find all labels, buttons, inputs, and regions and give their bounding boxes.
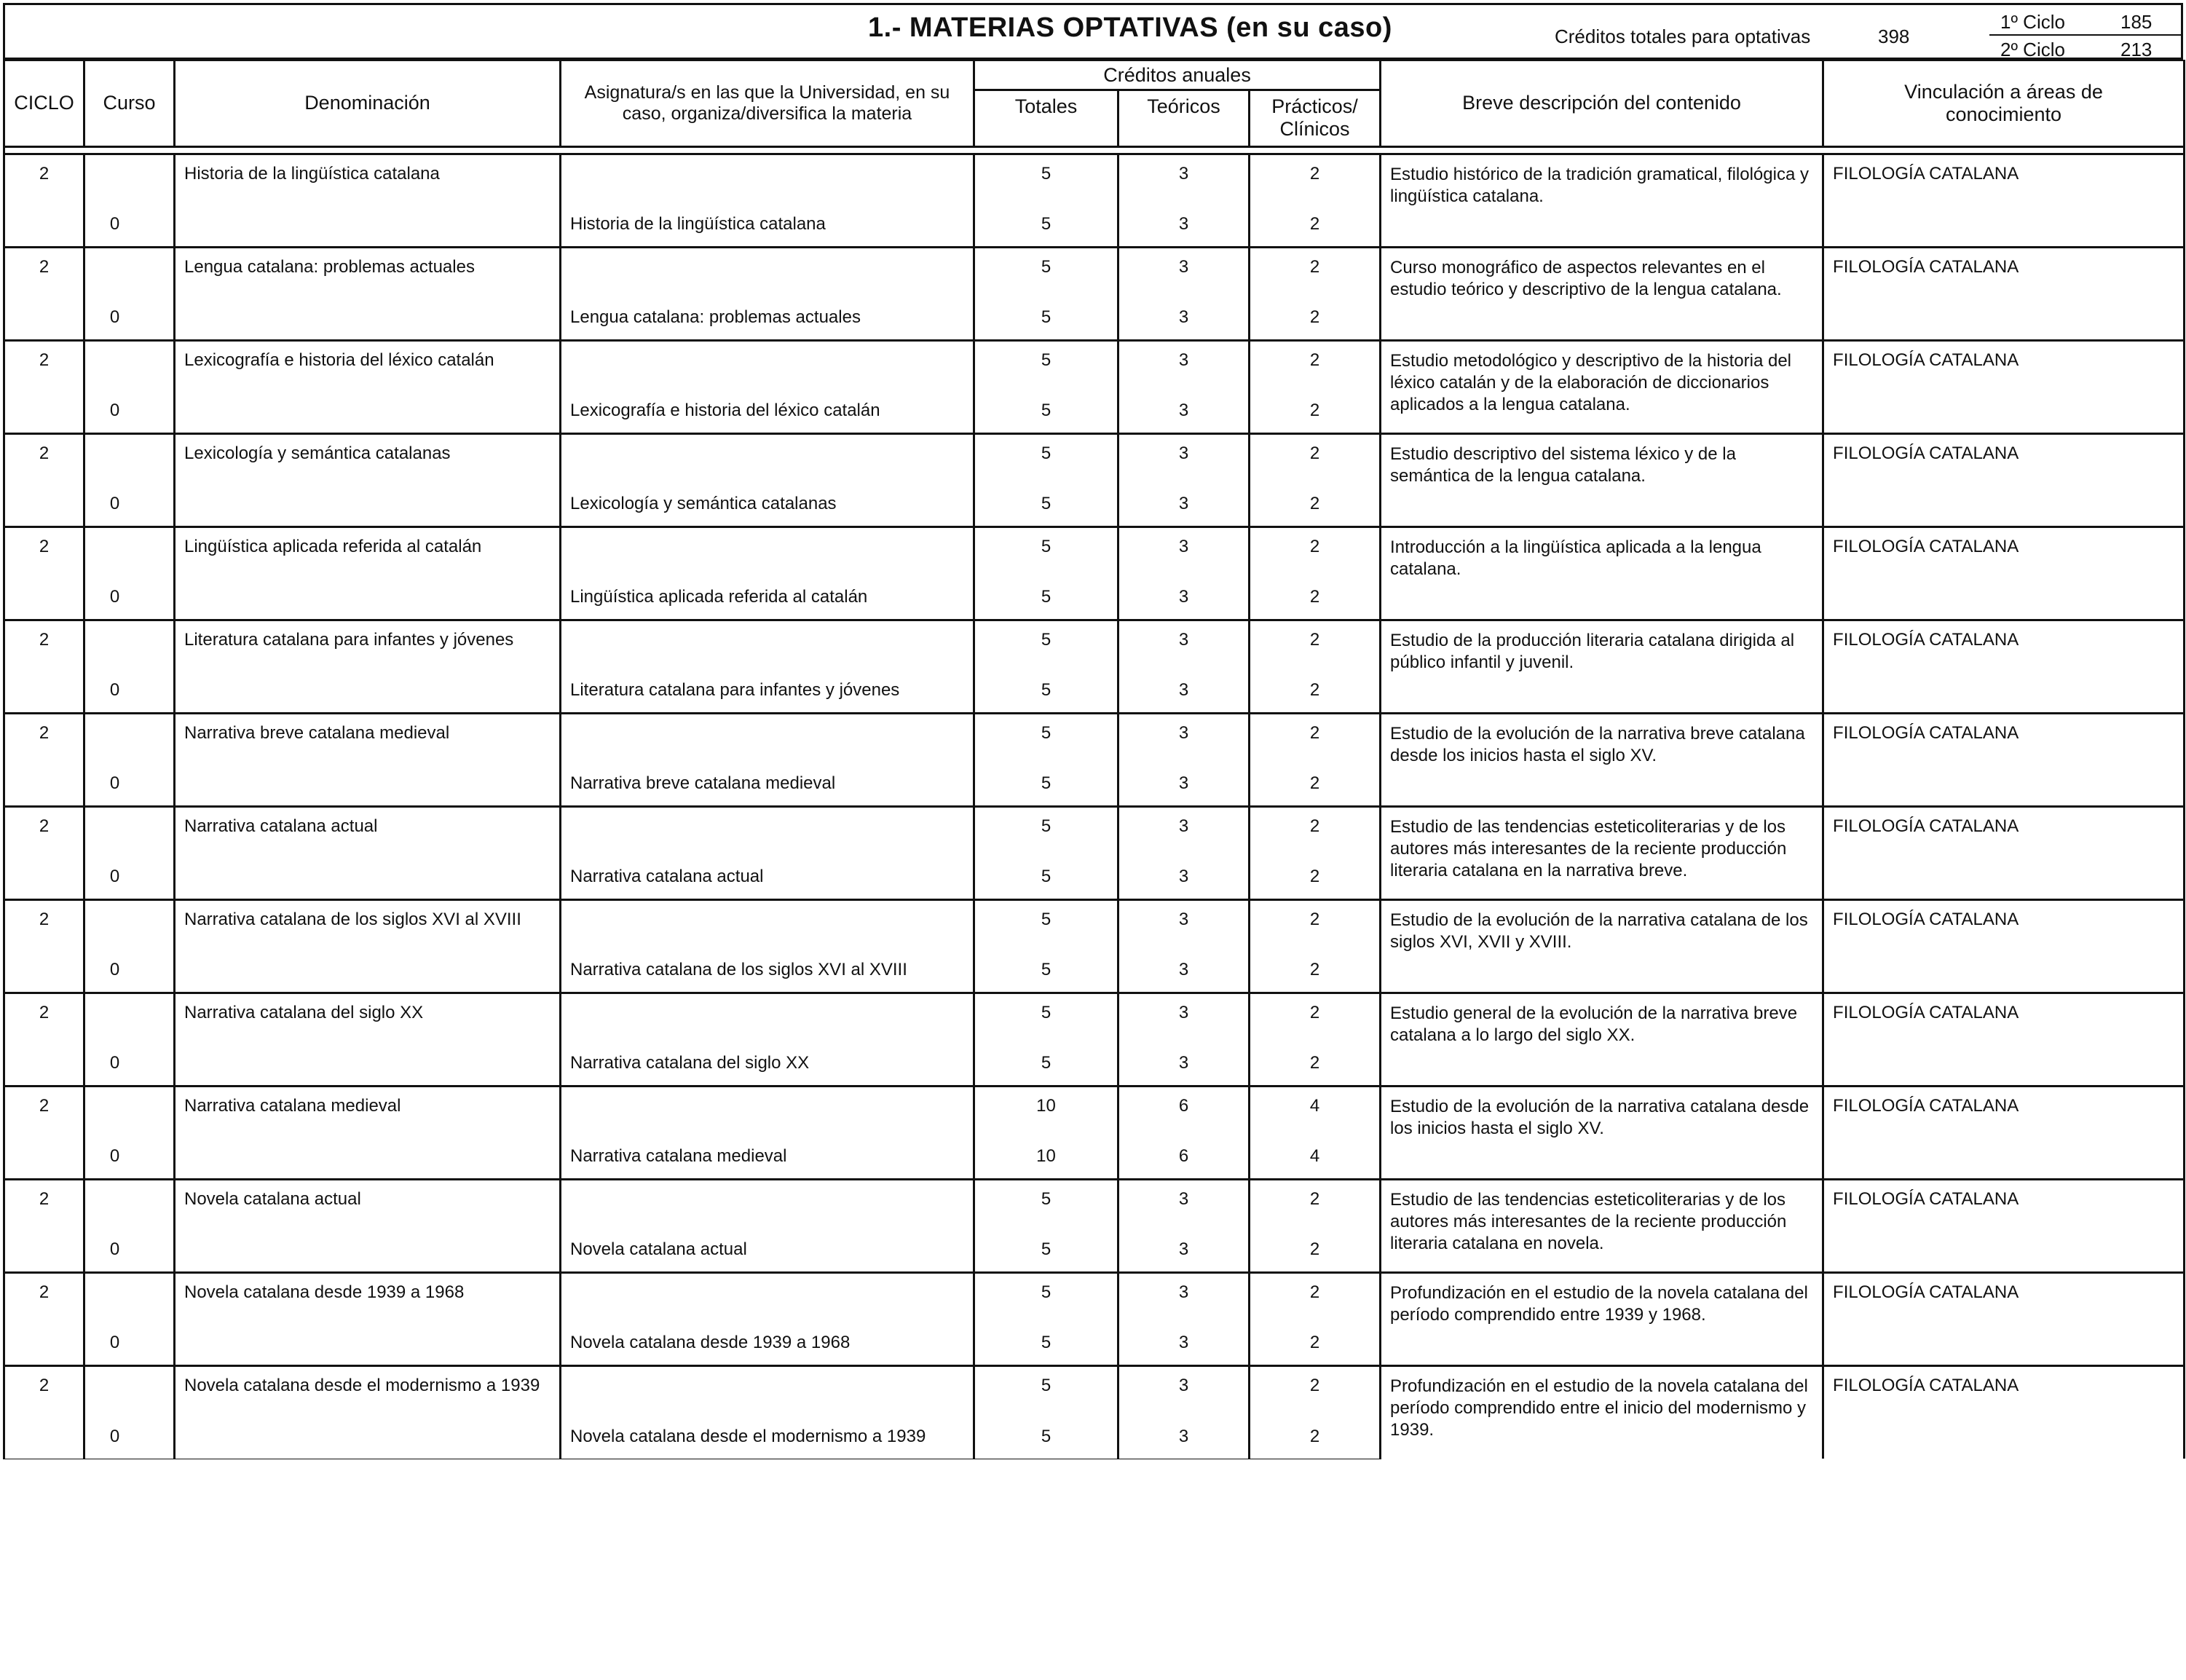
practicos-cell: 2 bbox=[1250, 669, 1381, 713]
practicos-cell: 4 bbox=[1250, 1086, 1381, 1135]
asignatura-cell: Narrativa breve catalana medieval bbox=[561, 762, 974, 806]
materia-group bbox=[4, 433, 2185, 527]
totales-cell: 5 bbox=[974, 713, 1118, 762]
denominacion-cell: Lexicología y semántica catalanas bbox=[175, 433, 561, 483]
col-curso: Curso bbox=[84, 60, 175, 146]
ciclo-cell-empty bbox=[4, 296, 84, 340]
denominacion-cell-empty bbox=[175, 296, 561, 340]
area-cell: FILOLOGÍA CATALANA bbox=[1823, 713, 2185, 806]
teoricos-cell: 3 bbox=[1118, 203, 1250, 247]
practicos-cell: 2 bbox=[1250, 1322, 1381, 1365]
practicos-cell: 2 bbox=[1250, 899, 1381, 949]
table-row bbox=[4, 340, 2185, 390]
descripcion-cell: Estudio metodológico y descriptivo de la historia del léxico catalán y de la elaboración de diccionarios aplicados a la lengua catalana. bbox=[1381, 340, 1823, 433]
table-row bbox=[4, 154, 2185, 203]
materia-group bbox=[4, 527, 2185, 620]
curso-cell: 0 bbox=[84, 296, 175, 340]
curso-cell: 0 bbox=[84, 1415, 175, 1459]
denominacion-cell: Lexicografía e historia del léxico catalán bbox=[175, 340, 561, 390]
totales-cell: 5 bbox=[974, 576, 1118, 620]
asignatura-cell: Lingüística aplicada referida al catalán bbox=[561, 576, 974, 620]
practicos-cell: 2 bbox=[1250, 1229, 1381, 1272]
denominacion-cell-empty bbox=[175, 483, 561, 527]
area-cell: FILOLOGÍA CATALANA bbox=[1823, 1272, 2185, 1365]
totales-cell: 5 bbox=[974, 1272, 1118, 1322]
teoricos-cell: 3 bbox=[1118, 949, 1250, 993]
col-totales: Totales bbox=[974, 90, 1118, 146]
teoricos-cell: 3 bbox=[1118, 899, 1250, 949]
ciclo2-value: 213 bbox=[2120, 39, 2153, 60]
ciclo-cell-empty bbox=[4, 203, 84, 247]
curso-cell: 0 bbox=[84, 390, 175, 433]
practicos-cell: 2 bbox=[1250, 620, 1381, 669]
denominacion-cell-empty bbox=[175, 949, 561, 993]
totales-cell: 5 bbox=[974, 856, 1118, 899]
curso-cell-empty bbox=[84, 899, 175, 949]
teoricos-cell: 3 bbox=[1118, 1229, 1250, 1272]
totales-cell: 5 bbox=[974, 433, 1118, 483]
materia-group bbox=[4, 993, 2185, 1086]
materia-group bbox=[4, 1365, 2185, 1459]
asignatura-cell: Narrativa catalana de los siglos XVI al XVIII bbox=[561, 949, 974, 993]
practicos-cell: 2 bbox=[1250, 247, 1381, 296]
denominacion-cell-empty bbox=[175, 203, 561, 247]
col-descripcion: Breve descripción del contenido bbox=[1381, 60, 1823, 146]
table-row bbox=[4, 247, 2185, 296]
asignatura-cell-empty bbox=[561, 433, 974, 483]
curso-cell: 0 bbox=[84, 203, 175, 247]
asignatura-cell-empty bbox=[561, 1272, 974, 1322]
totales-cell: 5 bbox=[974, 390, 1118, 433]
asignatura-cell-empty bbox=[561, 713, 974, 762]
practicos-cell: 2 bbox=[1250, 203, 1381, 247]
descripcion-cell: Estudio de las tendencias esteticoliterarias y de los autores más interesantes de la reciente producción literaria catalana en la narrativa breve. bbox=[1381, 806, 1823, 899]
area-cell: FILOLOGÍA CATALANA bbox=[1823, 154, 2185, 247]
totales-cell: 5 bbox=[974, 483, 1118, 527]
col-denominacion: Denominación bbox=[175, 60, 561, 146]
denominacion-cell: Narrativa breve catalana medieval bbox=[175, 713, 561, 762]
ciclo-cell: 2 bbox=[4, 340, 84, 390]
teoricos-cell: 3 bbox=[1118, 1042, 1250, 1086]
denominacion-cell-empty bbox=[175, 762, 561, 806]
document-sheet bbox=[3, 3, 2183, 1459]
teoricos-cell: 3 bbox=[1118, 296, 1250, 340]
denominacion-cell: Narrativa catalana medieval bbox=[175, 1086, 561, 1135]
table-row bbox=[4, 899, 2185, 949]
teoricos-cell: 3 bbox=[1118, 576, 1250, 620]
practicos-cell: 2 bbox=[1250, 1179, 1381, 1229]
creditos-totales-label: Créditos totales para optativas bbox=[1555, 25, 1811, 47]
area-cell: FILOLOGÍA CATALANA bbox=[1823, 340, 2185, 433]
totales-cell: 5 bbox=[974, 1415, 1118, 1459]
curso-cell-empty bbox=[84, 433, 175, 483]
materia-group bbox=[4, 1086, 2185, 1179]
area-cell: FILOLOGÍA CATALANA bbox=[1823, 806, 2185, 899]
table-row bbox=[4, 1086, 2185, 1135]
ciclo-cell-empty bbox=[4, 1229, 84, 1272]
asignatura-cell-empty bbox=[561, 527, 974, 576]
denominacion-cell-empty bbox=[175, 1322, 561, 1365]
practicos-cell: 2 bbox=[1250, 576, 1381, 620]
curso-cell-empty bbox=[84, 1086, 175, 1135]
table-row bbox=[4, 1179, 2185, 1229]
ciclo-cell: 2 bbox=[4, 1272, 84, 1322]
table-row bbox=[4, 527, 2185, 576]
totales-cell: 10 bbox=[974, 1086, 1118, 1135]
practicos-cell: 2 bbox=[1250, 527, 1381, 576]
totales-cell: 5 bbox=[974, 1179, 1118, 1229]
table-row bbox=[4, 1272, 2185, 1322]
ciclo-cell: 2 bbox=[4, 620, 84, 669]
practicos-cell: 2 bbox=[1250, 433, 1381, 483]
materia-group bbox=[4, 620, 2185, 713]
totales-cell: 5 bbox=[974, 154, 1118, 203]
materia-group bbox=[4, 340, 2185, 433]
ciclo-cell: 2 bbox=[4, 899, 84, 949]
teoricos-cell: 3 bbox=[1118, 154, 1250, 203]
totales-cell: 5 bbox=[974, 949, 1118, 993]
curso-cell-empty bbox=[84, 1179, 175, 1229]
curso-cell-empty bbox=[84, 1272, 175, 1322]
totales-cell: 10 bbox=[974, 1135, 1118, 1179]
teoricos-cell: 3 bbox=[1118, 669, 1250, 713]
ciclo-cell: 2 bbox=[4, 433, 84, 483]
practicos-cell: 2 bbox=[1250, 1042, 1381, 1086]
ciclo-cell: 2 bbox=[4, 527, 84, 576]
practicos-cell: 2 bbox=[1250, 806, 1381, 856]
practicos-cell: 2 bbox=[1250, 1415, 1381, 1459]
area-cell: FILOLOGÍA CATALANA bbox=[1823, 247, 2185, 340]
area-cell: FILOLOGÍA CATALANA bbox=[1823, 1086, 2185, 1179]
materias-table bbox=[3, 60, 2185, 1459]
totales-cell: 5 bbox=[974, 1042, 1118, 1086]
denominacion-cell: Lengua catalana: problemas actuales bbox=[175, 247, 561, 296]
asignatura-cell: Novela catalana desde el modernismo a 1939 bbox=[561, 1415, 974, 1459]
descripcion-cell: Estudio general de la evolución de la narrativa breve catalana a lo largo del siglo XX. bbox=[1381, 993, 1823, 1086]
col-creditos-anuales: Créditos anuales bbox=[974, 60, 1381, 90]
practicos-cell: 2 bbox=[1250, 154, 1381, 203]
descripcion-cell: Estudio descriptivo del sistema léxico y de la semántica de la lengua catalana. bbox=[1381, 433, 1823, 527]
materia-group bbox=[4, 713, 2185, 806]
practicos-cell: 2 bbox=[1250, 856, 1381, 899]
teoricos-cell: 3 bbox=[1118, 433, 1250, 483]
curso-cell-empty bbox=[84, 340, 175, 390]
ciclo-cell-empty bbox=[4, 949, 84, 993]
denominacion-cell-empty bbox=[175, 669, 561, 713]
area-cell: FILOLOGÍA CATALANA bbox=[1823, 899, 2185, 993]
curso-cell-empty bbox=[84, 713, 175, 762]
area-cell: FILOLOGÍA CATALANA bbox=[1823, 527, 2185, 620]
curso-cell: 0 bbox=[84, 669, 175, 713]
denominacion-cell: Narrativa catalana actual bbox=[175, 806, 561, 856]
ciclo-cell-empty bbox=[4, 390, 84, 433]
teoricos-cell: 3 bbox=[1118, 762, 1250, 806]
materia-group bbox=[4, 1179, 2185, 1272]
practicos-cell: 2 bbox=[1250, 340, 1381, 390]
ciclo-cell-empty bbox=[4, 762, 84, 806]
teoricos-cell: 3 bbox=[1118, 1415, 1250, 1459]
area-cell: FILOLOGÍA CATALANA bbox=[1823, 993, 2185, 1086]
col-asignatura: Asignatura/s en las que la Universidad, en su caso, organiza/diversifica la materia bbox=[561, 60, 974, 146]
table-row bbox=[4, 1365, 2185, 1415]
materia-group bbox=[4, 1272, 2185, 1365]
asignatura-cell: Historia de la lingüística catalana bbox=[561, 203, 974, 247]
curso-cell-empty bbox=[84, 620, 175, 669]
asignatura-cell-empty bbox=[561, 247, 974, 296]
asignatura-cell-empty bbox=[561, 1365, 974, 1415]
table-row bbox=[4, 713, 2185, 762]
teoricos-cell: 3 bbox=[1118, 1179, 1250, 1229]
curso-cell: 0 bbox=[84, 949, 175, 993]
teoricos-cell: 3 bbox=[1118, 390, 1250, 433]
teoricos-cell: 6 bbox=[1118, 1086, 1250, 1135]
ciclo-cell-empty bbox=[4, 669, 84, 713]
denominacion-cell-empty bbox=[175, 1135, 561, 1179]
ciclo-cell: 2 bbox=[4, 1365, 84, 1415]
ciclo-cell-empty bbox=[4, 1042, 84, 1086]
asignatura-cell: Lengua catalana: problemas actuales bbox=[561, 296, 974, 340]
curso-cell: 0 bbox=[84, 856, 175, 899]
descripcion-cell: Profundización en el estudio de la novela catalana del período comprendido entre el inicio del modernismo y 1939. bbox=[1381, 1365, 1823, 1459]
totales-cell: 5 bbox=[974, 1365, 1118, 1415]
practicos-cell: 2 bbox=[1250, 1272, 1381, 1322]
area-cell: FILOLOGÍA CATALANA bbox=[1823, 620, 2185, 713]
table-row bbox=[4, 806, 2185, 856]
ciclo2-label: 2º Ciclo bbox=[2000, 39, 2065, 60]
materia-group bbox=[4, 247, 2185, 340]
curso-cell-empty bbox=[84, 527, 175, 576]
descripcion-cell: Curso monográfico de aspectos relevantes en el estudio teórico y descriptivo de la lengua catalana. bbox=[1381, 247, 1823, 340]
curso-cell: 0 bbox=[84, 1135, 175, 1179]
totales-cell: 5 bbox=[974, 1322, 1118, 1365]
practicos-cell: 2 bbox=[1250, 296, 1381, 340]
ciclo-cell-empty bbox=[4, 856, 84, 899]
denominacion-cell-empty bbox=[175, 1229, 561, 1272]
ciclo-cell: 2 bbox=[4, 713, 84, 762]
practicos-cell: 4 bbox=[1250, 1135, 1381, 1179]
table-header bbox=[4, 60, 2185, 146]
descripcion-cell: Profundización en el estudio de la novela catalana del período comprendido entre 1939 y 1968. bbox=[1381, 1272, 1823, 1365]
asignatura-cell: Narrativa catalana medieval bbox=[561, 1135, 974, 1179]
ciclo1-label: 1º Ciclo bbox=[2000, 11, 2065, 33]
asignatura-cell-empty bbox=[561, 806, 974, 856]
totales-cell: 5 bbox=[974, 669, 1118, 713]
teoricos-cell: 3 bbox=[1118, 340, 1250, 390]
descripcion-cell: Introducción a la lingüística aplicada a la lengua catalana. bbox=[1381, 527, 1823, 620]
denominacion-cell: Lingüística aplicada referida al catalán bbox=[175, 527, 561, 576]
asignatura-cell: Lexicografía e historia del léxico catalán bbox=[561, 390, 974, 433]
asignatura-cell: Literatura catalana para infantes y jóvenes bbox=[561, 669, 974, 713]
practicos-cell: 2 bbox=[1250, 483, 1381, 527]
totales-cell: 5 bbox=[974, 899, 1118, 949]
teoricos-cell: 3 bbox=[1118, 247, 1250, 296]
ciclo-cell-empty bbox=[4, 483, 84, 527]
totales-cell: 5 bbox=[974, 993, 1118, 1042]
teoricos-cell: 3 bbox=[1118, 713, 1250, 762]
curso-cell: 0 bbox=[84, 576, 175, 620]
denominacion-cell: Novela catalana actual bbox=[175, 1179, 561, 1229]
teoricos-cell: 3 bbox=[1118, 483, 1250, 527]
curso-cell: 0 bbox=[84, 1229, 175, 1272]
descripcion-cell: Estudio de la producción literaria catalana dirigida al público infantil y juvenil. bbox=[1381, 620, 1823, 713]
denominacion-cell-empty bbox=[175, 576, 561, 620]
creditos-totales-value: 398 bbox=[1878, 25, 1910, 47]
ciclo-cell: 2 bbox=[4, 154, 84, 203]
practicos-cell: 2 bbox=[1250, 390, 1381, 433]
ciclo-cell-empty bbox=[4, 1135, 84, 1179]
totales-cell: 5 bbox=[974, 762, 1118, 806]
practicos-cell: 2 bbox=[1250, 949, 1381, 993]
asignatura-cell-empty bbox=[561, 340, 974, 390]
teoricos-cell: 3 bbox=[1118, 1272, 1250, 1322]
totales-cell: 5 bbox=[974, 1229, 1118, 1272]
teoricos-cell: 6 bbox=[1118, 1135, 1250, 1179]
descripcion-cell: Estudio de las tendencias esteticoliterarias y de los autores más interesantes de la reciente producción literaria catalana en novela. bbox=[1381, 1179, 1823, 1272]
curso-cell: 0 bbox=[84, 1322, 175, 1365]
col-vinculacion: Vinculación a áreas de conocimiento bbox=[1823, 60, 2185, 146]
ciclo-cell: 2 bbox=[4, 1086, 84, 1135]
practicos-cell: 2 bbox=[1250, 713, 1381, 762]
materia-group bbox=[4, 899, 2185, 993]
ciclo1-value: 185 bbox=[2120, 11, 2153, 33]
denominacion-cell-empty bbox=[175, 1042, 561, 1086]
area-cell: FILOLOGÍA CATALANA bbox=[1823, 1179, 2185, 1272]
totales-cell: 5 bbox=[974, 340, 1118, 390]
asignatura-cell: Novela catalana desde 1939 a 1968 bbox=[561, 1322, 974, 1365]
table-row bbox=[4, 620, 2185, 669]
denominacion-cell-empty bbox=[175, 856, 561, 899]
col-teoricos: Teóricos bbox=[1118, 90, 1250, 146]
totales-cell: 5 bbox=[974, 203, 1118, 247]
curso-cell: 0 bbox=[84, 762, 175, 806]
asignatura-cell: Narrativa catalana actual bbox=[561, 856, 974, 899]
curso-cell-empty bbox=[84, 1365, 175, 1415]
asignatura-cell: Novela catalana actual bbox=[561, 1229, 974, 1272]
totales-cell: 5 bbox=[974, 247, 1118, 296]
totales-cell: 5 bbox=[974, 806, 1118, 856]
ciclo-cell-empty bbox=[4, 576, 84, 620]
totales-cell: 5 bbox=[974, 296, 1118, 340]
materia-group bbox=[4, 806, 2185, 899]
denominacion-cell: Novela catalana desde el modernismo a 1939 bbox=[175, 1365, 561, 1415]
asignatura-cell-empty bbox=[561, 993, 974, 1042]
area-cell: FILOLOGÍA CATALANA bbox=[1823, 433, 2185, 527]
ciclo-divider bbox=[1989, 34, 2183, 36]
table-row bbox=[4, 993, 2185, 1042]
practicos-cell: 2 bbox=[1250, 1365, 1381, 1415]
teoricos-cell: 3 bbox=[1118, 620, 1250, 669]
denominacion-cell: Narrativa catalana del siglo XX bbox=[175, 993, 561, 1042]
denominacion-cell-empty bbox=[175, 390, 561, 433]
asignatura-cell-empty bbox=[561, 899, 974, 949]
teoricos-cell: 3 bbox=[1118, 1322, 1250, 1365]
totales-cell: 5 bbox=[974, 620, 1118, 669]
curso-cell-empty bbox=[84, 154, 175, 203]
table-row bbox=[4, 433, 2185, 483]
descripcion-cell: Estudio de la evolución de la narrativa catalana de los siglos XVI, XVII y XVIII. bbox=[1381, 899, 1823, 993]
curso-cell-empty bbox=[84, 247, 175, 296]
asignatura-cell-empty bbox=[561, 620, 974, 669]
area-cell: FILOLOGÍA CATALANA bbox=[1823, 1365, 2185, 1459]
ciclo-cell: 2 bbox=[4, 247, 84, 296]
header-box bbox=[3, 3, 2183, 60]
materia-group bbox=[4, 154, 2185, 247]
col-ciclo: CICLO bbox=[4, 60, 84, 146]
ciclo-cell: 2 bbox=[4, 806, 84, 856]
ciclo-cell-empty bbox=[4, 1415, 84, 1459]
curso-cell-empty bbox=[84, 993, 175, 1042]
denominacion-cell: Literatura catalana para infantes y jóvenes bbox=[175, 620, 561, 669]
col-practicos: Prácticos/ Clínicos bbox=[1250, 90, 1381, 146]
asignatura-cell: Narrativa catalana del siglo XX bbox=[561, 1042, 974, 1086]
curso-cell: 0 bbox=[84, 1042, 175, 1086]
denominacion-cell: Novela catalana desde 1939 a 1968 bbox=[175, 1272, 561, 1322]
ciclo-cell-empty bbox=[4, 1322, 84, 1365]
asignatura-cell-empty bbox=[561, 1179, 974, 1229]
denominacion-cell-empty bbox=[175, 1415, 561, 1459]
curso-cell: 0 bbox=[84, 483, 175, 527]
asignatura-cell-empty bbox=[561, 1086, 974, 1135]
denominacion-cell: Historia de la lingüística catalana bbox=[175, 154, 561, 203]
practicos-cell: 2 bbox=[1250, 762, 1381, 806]
teoricos-cell: 3 bbox=[1118, 527, 1250, 576]
descripcion-cell: Estudio de la evolución de la narrativa breve catalana desde los inicios hasta el siglo XV. bbox=[1381, 713, 1823, 806]
teoricos-cell: 3 bbox=[1118, 806, 1250, 856]
ciclo-cell: 2 bbox=[4, 993, 84, 1042]
teoricos-cell: 3 bbox=[1118, 856, 1250, 899]
ciclo-cell: 2 bbox=[4, 1179, 84, 1229]
practicos-cell: 2 bbox=[1250, 993, 1381, 1042]
descripcion-cell: Estudio histórico de la tradición gramatical, filológica y lingüística catalana. bbox=[1381, 154, 1823, 247]
totales-cell: 5 bbox=[974, 527, 1118, 576]
teoricos-cell: 3 bbox=[1118, 993, 1250, 1042]
descripcion-cell: Estudio de la evolución de la narrativa catalana desde los inicios hasta el siglo XV. bbox=[1381, 1086, 1823, 1179]
teoricos-cell: 3 bbox=[1118, 1365, 1250, 1415]
asignatura-cell: Lexicología y semántica catalanas bbox=[561, 483, 974, 527]
asignatura-cell-empty bbox=[561, 154, 974, 203]
denominacion-cell: Narrativa catalana de los siglos XVI al XVIII bbox=[175, 899, 561, 949]
curso-cell-empty bbox=[84, 806, 175, 856]
page-title: 1.- MATERIAS OPTATIVAS (en su caso) bbox=[868, 12, 1392, 43]
